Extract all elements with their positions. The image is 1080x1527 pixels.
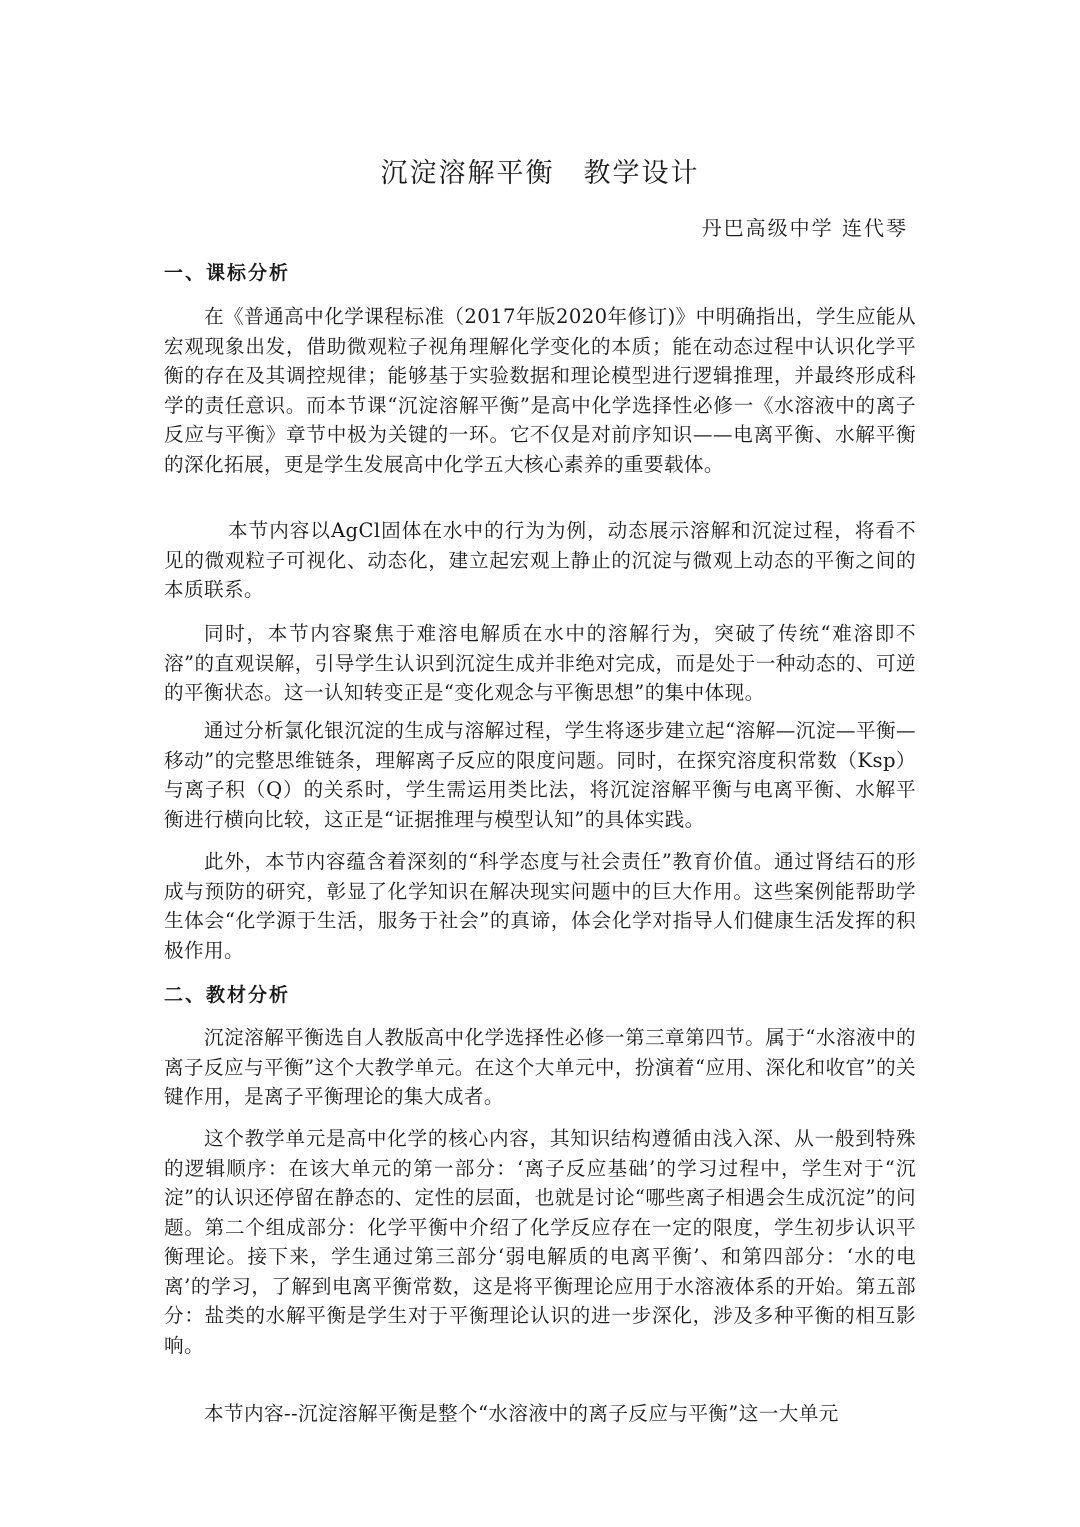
paragraph-curriculum-4: 通过分析氯化银沉淀的生成与溶解过程，学生将逐步建立起“溶解—沉淀—平衡—移动”的完整思维链条，理解离子反应的限度问题。同时，在探究溶度积常数（Ksp）与离子积（Q）的关系时，学生需运用类比法，将沉淀溶解平衡与电离平衡、水解平衡进行横向比较，这正是“证据推理与模型认知”的具体实践。 (164, 719, 916, 831)
paragraph-curriculum-1: 在《普通高中化学课程标准（2017年版2020年修订)》中明确指出，学生应能从宏观现象出发，借助微观粒子视角理解化学变化的本质；能在动态过程中认识化学平衡的存在及其调控规律；能够基于实验数据和理论模型进行逻辑推理，并最终形成科学的责任意识。而本节课“沉淀溶解平衡”是高中化学选择性必修一《水溶液中的离子反应与平衡》章节中极为关键的一环。它不仅是对前序知识——电离平衡、水解平衡的深化拓展，更是学生发展高中化学五大核心素养的重要载体。 (164, 305, 916, 476)
paragraph-textbook-1: 沉淀溶解平衡选自人教版高中化学选择性必修一第三章第四节。属于“水溶液中的离子反应与平衡”这个大教学单元。在这个大单元中，扮演着“应用、深化和收官”的关键作用，是离子平衡理论的集大成者。 (164, 1026, 916, 1108)
page-title: 沉淀溶解平衡 教学设计 (380, 158, 700, 189)
section-heading-curriculum: 一、课标分析 (164, 262, 291, 284)
paragraph-curriculum-2: 本节内容以AgCl固体在水中的行为为例，动态展示溶解和沉淀过程，将看不见的微观粒子可视化、动态化，建立起宏观上静止的沉淀与微观上动态的平衡之间的本质联系。 (164, 519, 916, 601)
section-heading-textbook: 二、教材分析 (164, 984, 291, 1006)
paragraph-curriculum-3: 同时，本节内容聚焦于难溶电解质在水中的溶解行为，突破了传统“难溶即不溶”的直观误解，引导学生认识到沉淀生成并非绝对完成，而是处于一种动态的、可逆的平衡状态。这一认知转变正是“变化观念与平衡思想”的集中体现。 (164, 622, 916, 704)
paragraph-textbook-2: 这个教学单元是高中化学的核心内容，其知识结构遵循由浅入深、从一般到特殊的逻辑顺序：在该大单元的第一部分：‘离子反应基础’的学习过程中，学生对于“沉淀”的认识还停留在静态的、定性的层面，也就是讨论“哪些离子相遇会生成沉淀”的问题。第二个组成部分：化学平衡中介绍了化学反应存在一定的限度，学生初步认识平衡理论。接下来，学生通过第三部分‘弱电解质的电离平衡’、和第四部分：‘水的电离’的学习，了解到电离平衡常数，这是将平衡理论应用于水溶液体系的开始。第五部分：盐类的水解平衡是学生对于平衡理论认识的进一步深化，涉及多种平衡的相互影响。 (164, 1127, 916, 1357)
paragraph-textbook-3: 本节内容--沉淀溶解平衡是整个“水溶液中的离子反应与平衡”这一大单元 (204, 1402, 839, 1425)
author-line: 丹巴高级中学 连代琴 (701, 216, 908, 240)
paragraph-curriculum-5: 此外，本节内容蕴含着深刻的“科学态度与社会责任”教育价值。通过肾结石的形成与预防的研究，彰显了化学知识在解决现实问题中的巨大作用。这些案例能帮助学生体会“化学源于生活，服务于社会”的真谛，体会化学对指导人们健康生活发挥的积极作用。 (164, 850, 916, 962)
